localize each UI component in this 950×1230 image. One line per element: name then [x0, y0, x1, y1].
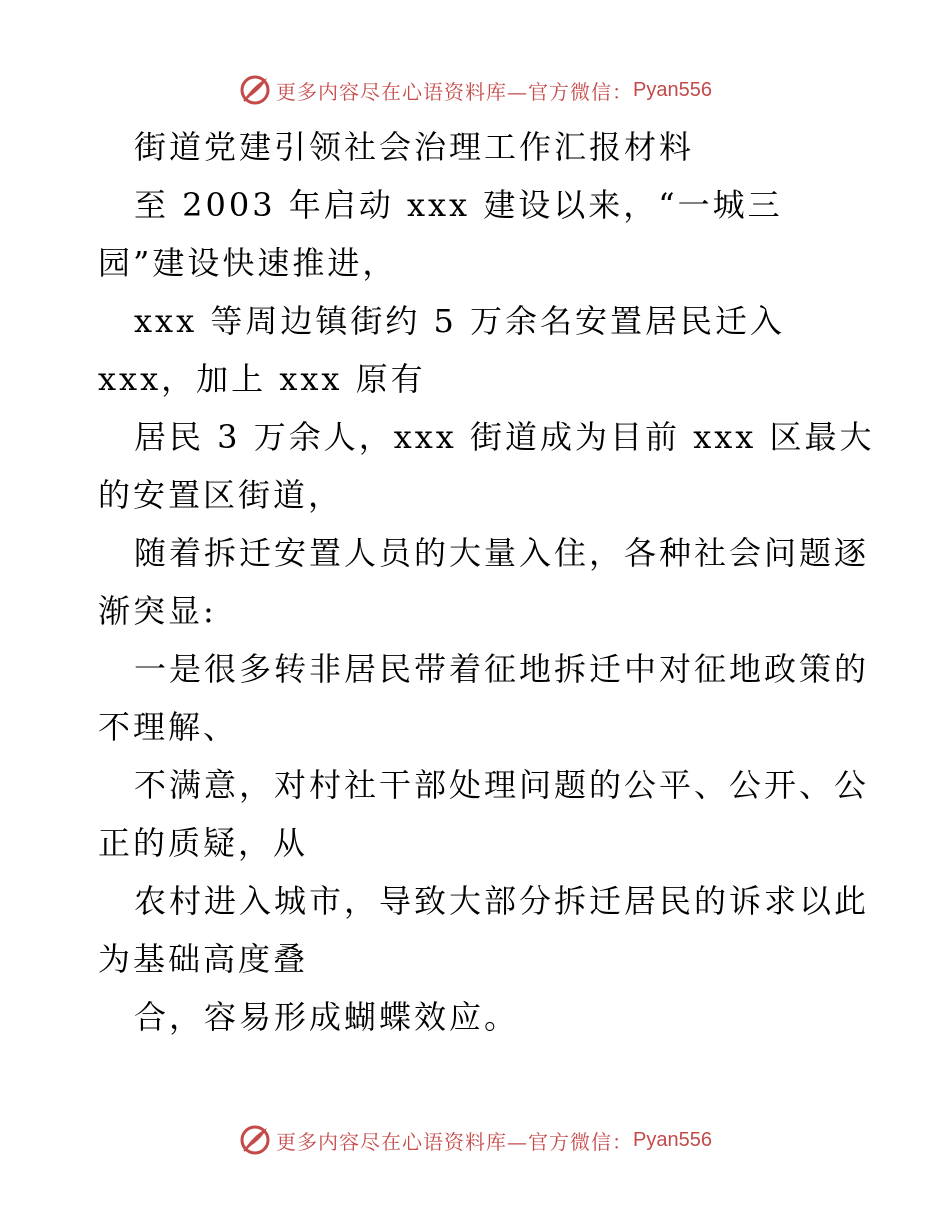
banner-text: 更多内容尽在心语资料库—官方微信： [276, 1129, 634, 1154]
paragraph-line: 居民 3 万余人，xxx 街道成为目前 xxx 区最大 [134, 418, 875, 456]
banner-wechat-id: Pyan556 [633, 1128, 712, 1151]
paragraph-line: 随着拆迁安置人员的大量入住，各种社会问题逐 [134, 534, 870, 572]
paragraph-line: 农村进入城市，导致大部分拆迁居民的诉求以此 [134, 882, 870, 920]
footer-banner [0, 1120, 950, 1160]
paragraph-line: 的安置区街道， [98, 476, 344, 514]
banner-text: 更多内容尽在心语资料库—官方微信： [276, 79, 634, 104]
document-body [98, 118, 875, 1046]
paragraph-line: 正的质疑，从 [98, 824, 309, 862]
paragraph-line: 不理解、 [98, 708, 239, 746]
paragraph-line: 至 2003 年启动 xxx 建设以来，“一城三 [134, 186, 783, 224]
red-quill-logo-icon [238, 1123, 272, 1157]
paragraph-line: xxx，加上 xxx 原有 [98, 360, 426, 398]
paragraph-line: 一是很多转非居民带着征地拆迁中对征地政策的 [134, 650, 870, 688]
paragraph-line: 园”建设快速推进， [98, 244, 398, 282]
paragraph-line: 渐突显: [98, 592, 217, 630]
paragraph-line: 合，容易形成蝴蝶效应。 [134, 998, 520, 1036]
banner-wechat-id: Pyan556 [633, 78, 712, 101]
document-title: 街道党建引领社会治理工作汇报材料 [134, 128, 695, 166]
red-quill-logo-icon [238, 73, 272, 107]
paragraph-line: 不满意，对村社干部处理问题的公平、公开、公 [134, 766, 870, 804]
header-banner [0, 70, 950, 110]
paragraph-line: xxx 等周边镇街约 5 万余名安置居民迁入 [134, 302, 786, 340]
paragraph-line: 为基础高度叠 [98, 940, 309, 978]
